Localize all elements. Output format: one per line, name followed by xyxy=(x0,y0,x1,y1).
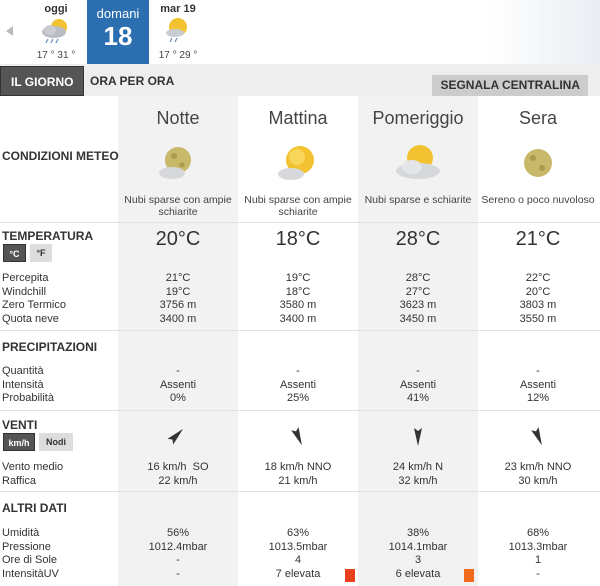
fahrenheit-toggle[interactable]: °F xyxy=(30,244,52,262)
condition-text: Nubi sparse e schiarite xyxy=(364,194,472,206)
rain-sun-icon xyxy=(160,15,196,43)
wind-values: 24 km/h N 32 km/h xyxy=(392,461,444,487)
period-notte: Notte xyxy=(156,108,200,128)
report-station-button[interactable]: SEGNALA CENTRALINA xyxy=(432,75,588,96)
label-quantita: Quantità xyxy=(2,365,44,377)
main-temperature: 20°C xyxy=(155,228,201,250)
day-name: mar 19 xyxy=(160,3,196,15)
label-windchill: Windchill xyxy=(2,285,47,298)
label-zero-termico: Zero Termico xyxy=(2,299,66,311)
tab-ora-per-ora[interactable]: ORA PER ORA xyxy=(90,74,175,88)
other-values: 38% 1014.1mbar 3 6 elevata xyxy=(388,527,448,580)
section-precip-title: PRECIPITAZIONI xyxy=(2,340,98,354)
label-vento-medio: Vento medio xyxy=(2,461,64,473)
moon-cloud-icon xyxy=(156,143,200,183)
wind-direction-arrow-icon xyxy=(526,422,550,448)
temperature-values: 28°C 27°C 3623 m 3450 m xyxy=(399,272,437,325)
sun-cloud-icon xyxy=(392,143,444,183)
wind-direction-arrow-icon xyxy=(286,422,310,448)
main-temperature: 21°C xyxy=(515,228,561,250)
day-name: oggi xyxy=(44,3,68,15)
label-ore-di-sole: Ore di Sole xyxy=(2,554,58,566)
section-wind-title: VENTI xyxy=(2,418,38,432)
wind-direction-arrow-icon xyxy=(406,422,430,448)
prev-arrow-icon[interactable] xyxy=(6,26,13,36)
precip-values: - Assenti 41% xyxy=(399,365,437,404)
uv-level-indicator xyxy=(345,569,355,582)
day-number: 18 xyxy=(103,21,133,51)
day-name: domani xyxy=(96,6,140,21)
kmh-toggle[interactable]: km/h xyxy=(3,433,35,451)
wind-arrow-shape xyxy=(531,427,545,447)
temperature-values: 21°C 19°C 3756 m 3400 m xyxy=(159,272,197,325)
label-quota-neve: Quota neve xyxy=(2,312,59,325)
wind-labels xyxy=(2,461,63,488)
precip-labels xyxy=(2,365,54,406)
other-values: 68% 1013.3mbar 1 - xyxy=(508,527,568,580)
other-values: 63% 1013.5mbar 4 7 elevata xyxy=(268,527,328,580)
label-pressione: Pressione xyxy=(2,540,51,553)
day-oggi[interactable] xyxy=(26,0,86,61)
precip-values: - Assenti 25% xyxy=(279,365,317,404)
sun-cloud-icon xyxy=(274,143,322,183)
day-mar-19[interactable] xyxy=(148,0,208,61)
tab-il-giorno[interactable]: IL GIORNO xyxy=(0,66,84,96)
label-intensita-uv: IntensitàUV xyxy=(2,567,59,580)
uv-level-indicator xyxy=(464,569,474,582)
wind-arrow-shape xyxy=(414,428,422,446)
knots-toggle[interactable]: Nodi xyxy=(39,433,73,451)
main-temperature: 18°C xyxy=(275,228,321,250)
temperature-labels xyxy=(2,272,66,326)
celsius-toggle[interactable]: °C xyxy=(3,244,26,262)
section-conditions-title: CONDIZIONI METEO xyxy=(2,149,119,163)
label-umidita: Umidità xyxy=(2,527,40,539)
section-other-title: ALTRI DATI xyxy=(2,501,67,515)
condition-text: Sereno o poco nuvoloso xyxy=(481,194,595,206)
other-labels xyxy=(2,527,59,581)
temperature-values: 22°C 20°C 3803 m 3550 m xyxy=(519,272,557,325)
condition-text: Nubi sparse con ampie schiarite xyxy=(124,194,232,218)
precip-values: - Assenti 12% xyxy=(519,365,557,404)
precip-values: - Assenti 0% xyxy=(159,365,197,404)
period-mattina: Mattina xyxy=(268,108,328,128)
label-intensita: Intensità xyxy=(2,378,44,391)
day-temps: 17 ° 29 ° xyxy=(158,50,198,61)
period-pomeriggio: Pomeriggio xyxy=(372,108,464,128)
label-percepita: Percepita xyxy=(2,272,49,284)
day-temps: 17 ° 31 ° xyxy=(36,50,76,61)
temperature-values: 19°C 18°C 3580 m 3400 m xyxy=(279,272,317,325)
wind-values: 18 km/h NNO 21 km/h xyxy=(264,461,332,487)
moon-icon xyxy=(518,145,558,181)
other-values: 56% 1012.4mbar - - xyxy=(148,527,208,580)
wind-arrow-shape xyxy=(168,426,186,444)
rain-cloud-sun-icon xyxy=(38,15,74,43)
section-temperature-title: TEMPERATURA xyxy=(2,229,94,243)
label-probabilita: Probabilità xyxy=(2,392,54,404)
day-domani-selected[interactable] xyxy=(87,0,149,64)
wind-values: 23 km/h NNO 30 km/h xyxy=(504,461,572,487)
view-tabs xyxy=(0,64,600,96)
day-selector xyxy=(0,0,600,64)
wind-arrow-shape xyxy=(291,427,305,447)
period-sera: Sera xyxy=(518,108,558,128)
main-temperature: 28°C xyxy=(395,228,441,250)
wind-direction-arrow-icon xyxy=(164,422,188,448)
condition-text: Nubi sparse con ampie schiarite xyxy=(244,194,352,218)
label-raffica: Raffica xyxy=(2,474,37,487)
wind-values: 16 km/h SO 22 km/h xyxy=(147,461,209,487)
